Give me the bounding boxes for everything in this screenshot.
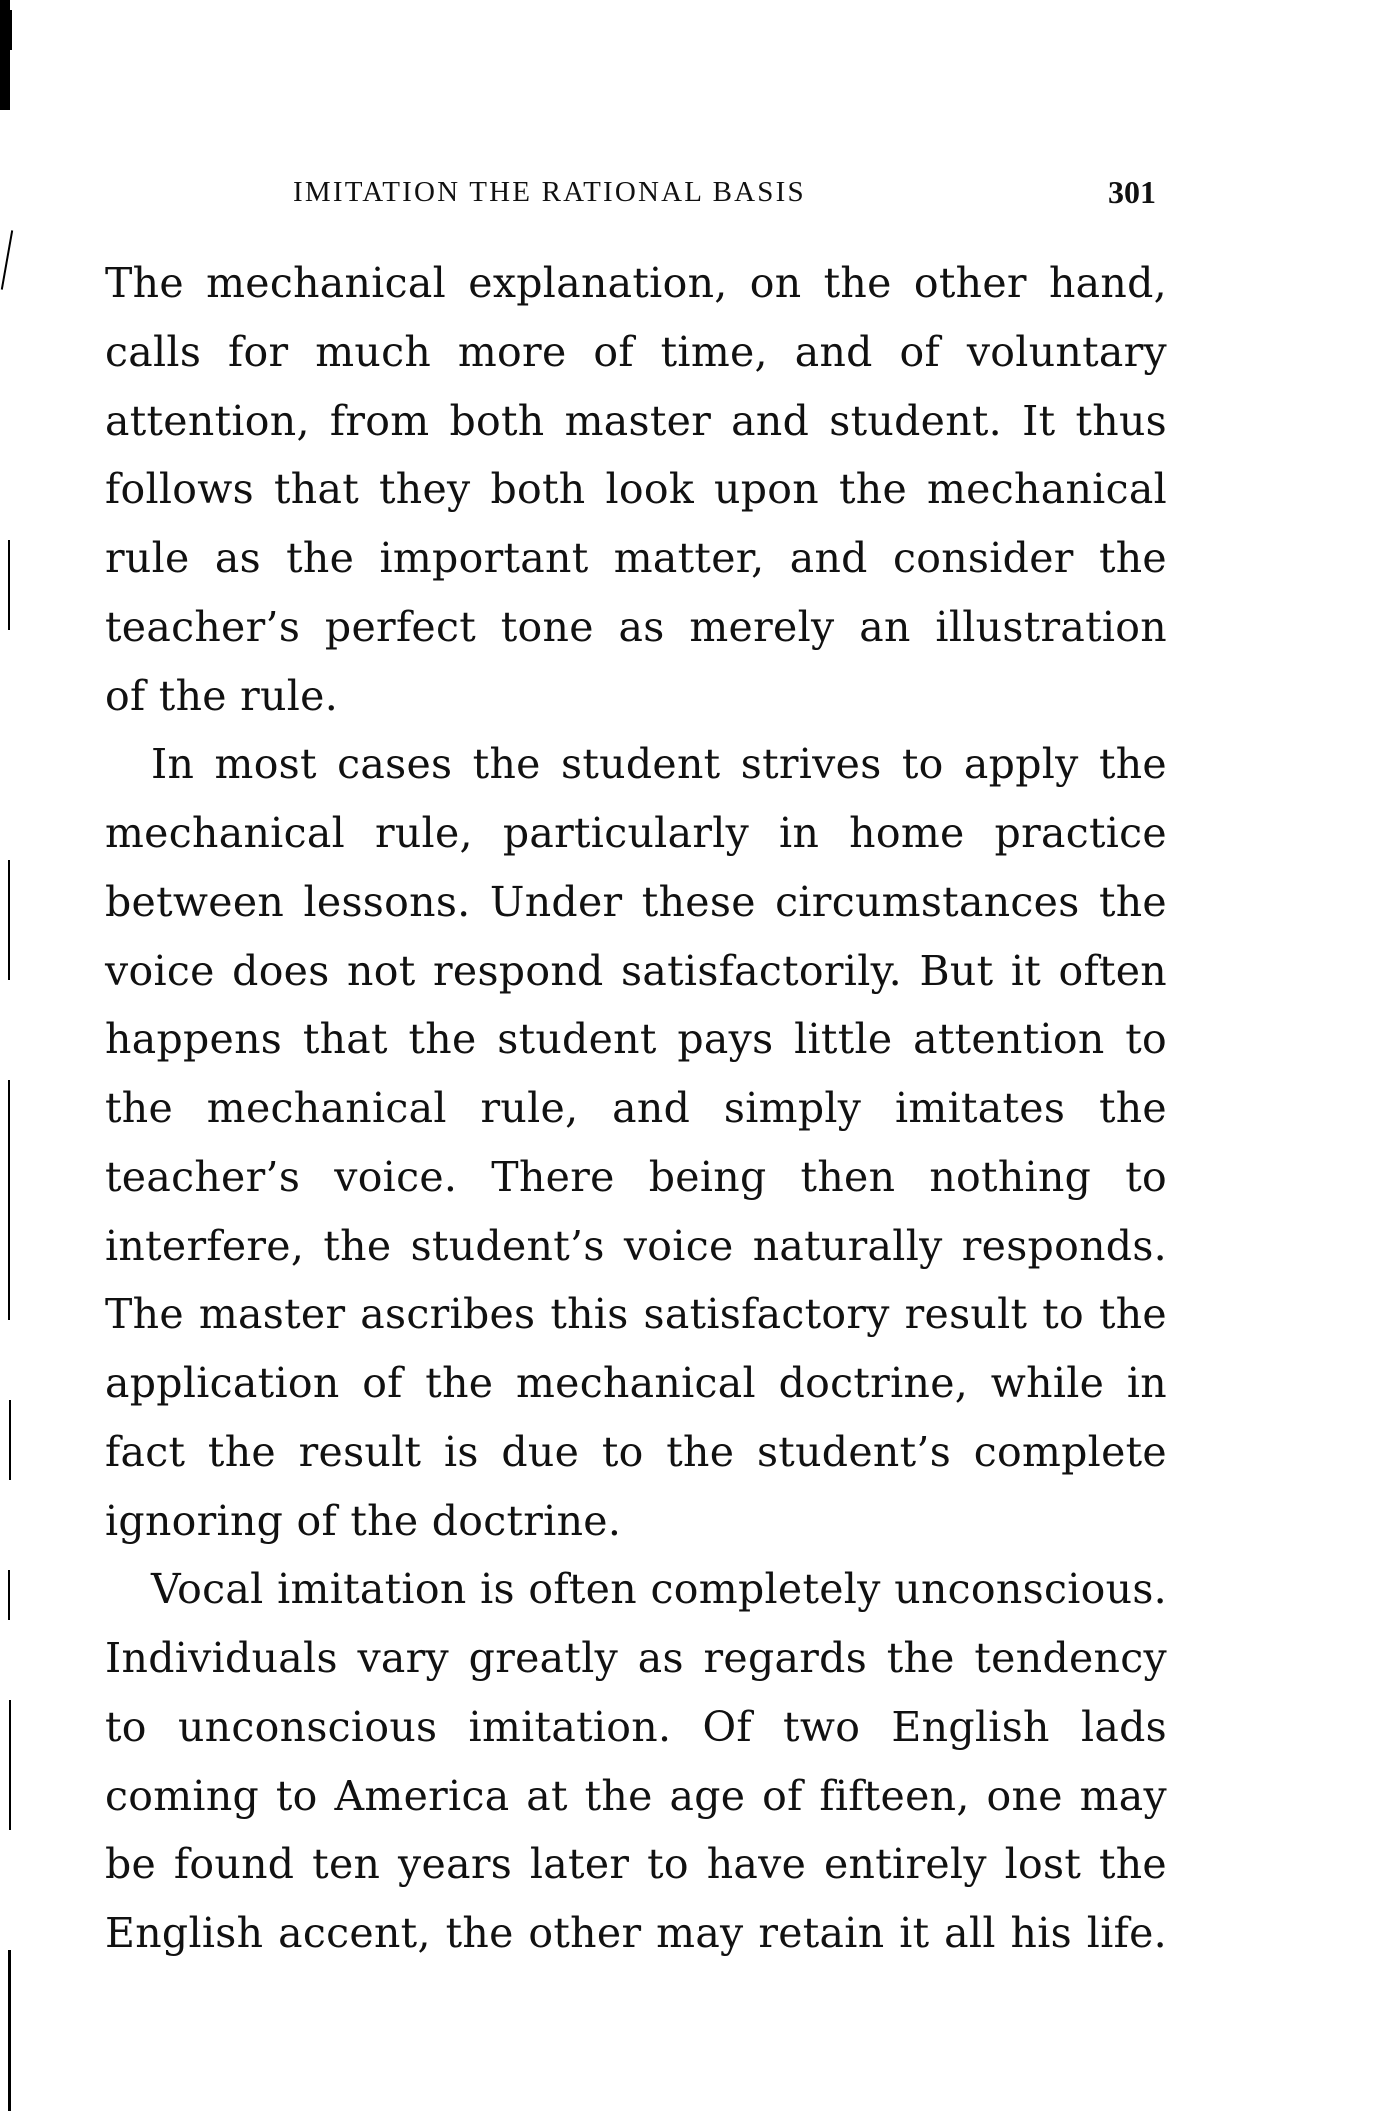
text-line: follows that they both look upon the mechanical [105, 465, 1167, 514]
scan-artifact [8, 1950, 11, 2111]
scan-artifact [8, 860, 10, 980]
scan-artifact [8, 10, 12, 50]
scan-artifact [8, 540, 10, 630]
page-number: 301 [1108, 174, 1156, 210]
text-line: fact the result is due to the student’s complete [105, 1427, 1167, 1476]
text-line: the mechanical rule, and simply imitates the [105, 1084, 1167, 1132]
paragraph [105, 1555, 1167, 1968]
text-line: In most cases the student strives to apply the [151, 740, 1167, 789]
text-line: The master ascribes this satisfactory result to the [105, 1290, 1167, 1339]
page-header [0, 170, 1395, 214]
scan-artifact [1, 230, 13, 289]
scan-artifact [9, 1700, 11, 1830]
paragraph [105, 249, 1167, 730]
text-line: interfere, the student’s voice naturally responds. [105, 1221, 1167, 1270]
text-line: ignoring of the doctrine. [105, 1496, 622, 1545]
text-line: teacher’s perfect tone as merely an illustration [105, 602, 1167, 651]
text-line: Vocal imitation is often completely unconscious. [151, 1565, 1167, 1614]
text-line: mechanical rule, particularly in home practice [105, 809, 1167, 857]
text-line: happens that the student pays little attention to [105, 1015, 1167, 1064]
text-line: teacher’s voice. There being then nothing to [105, 1152, 1167, 1201]
text-line: coming to America at the age of fifteen, one may [105, 1771, 1167, 1820]
text-line: voice does not respond satisfactorily. But it often [105, 946, 1167, 995]
text-line: English accent, the other may retain it all his life. [105, 1909, 1167, 1957]
body-text [105, 249, 1167, 1968]
scan-artifact [8, 1080, 10, 1320]
text-line: Individuals vary greatly as regards the tendency [105, 1634, 1167, 1682]
paragraph [105, 730, 1167, 1555]
running-title: IMITATION THE RATIONAL BASIS [293, 176, 806, 208]
text-line: application of the mechanical doctrine, while in [105, 1359, 1167, 1407]
text-line: The mechanical explanation, on the other hand, [105, 259, 1167, 307]
text-line: to unconscious imitation. Of two English lads [105, 1702, 1167, 1751]
text-line: be found ten years later to have entirely lost the [105, 1840, 1167, 1889]
text-line: rule as the important matter, and consider the [105, 534, 1167, 582]
text-line: calls for much more of time, and of voluntary [105, 327, 1167, 376]
text-line: of the rule. [105, 671, 339, 720]
text-line: between lessons. Under these circumstances the [105, 877, 1167, 926]
scan-artifact [8, 1570, 10, 1620]
text-line: attention, from both master and student. It thus [105, 396, 1167, 445]
scan-artifact [9, 1400, 11, 1480]
